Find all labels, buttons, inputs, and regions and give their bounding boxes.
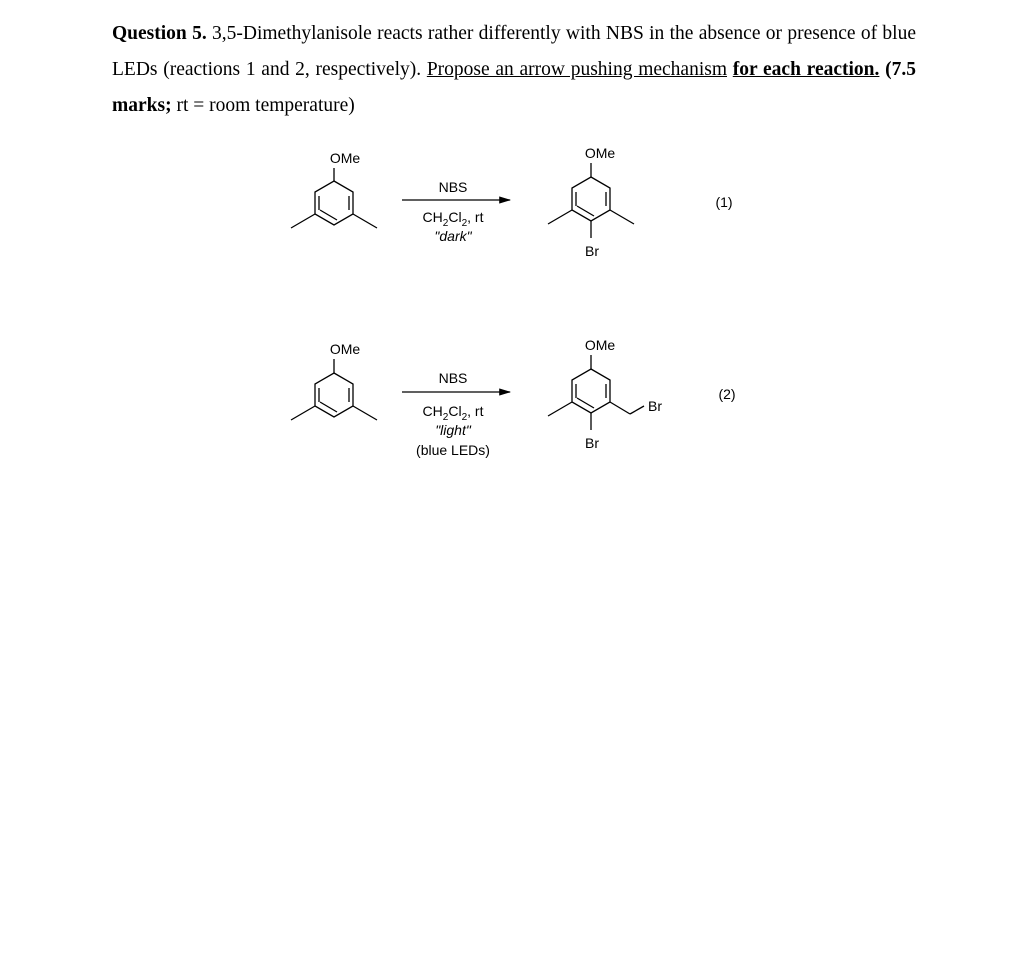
question-task: Propose an arrow pushing mechanism (426, 59, 728, 80)
question-intro: 3,5-Dimethylanisole reacts rather differently with NBS in the absence or presence of blue LEDs (reactions 1 and 2, respectively). (112, 23, 916, 80)
reaction-2-extra: (blue LEDs) (416, 442, 490, 458)
reaction-1-mode: "dark" (434, 228, 472, 244)
reaction-2-product (548, 337, 662, 451)
question-number: Question 5. (112, 23, 207, 44)
reaction-2-mode: "light" (435, 422, 471, 438)
reaction-1-solvent: $CH_2Cl_2$, rt (422, 209, 484, 229)
reaction-1-product (548, 145, 634, 259)
reaction-2-label: (2) (718, 386, 736, 402)
reaction-2-reagent: NBS (438, 370, 468, 386)
product-2-ome-label: OMe (584, 337, 616, 353)
reaction-1-reagent: NBS (438, 179, 468, 195)
question-task-emphasis: for each reaction. (732, 59, 880, 80)
reaction-2-reactant (291, 341, 377, 420)
reactant-2-ome-label: OMe (329, 341, 361, 357)
reaction-2-arrow (402, 370, 510, 458)
reaction-1-reactant (291, 150, 377, 228)
reaction-1-label: (1) (715, 194, 733, 210)
product-1-br-label: Br (585, 243, 599, 259)
product-1-ome-label: OMe (584, 145, 616, 161)
reaction-1-arrow (402, 179, 510, 244)
product-2-br-label: Br (585, 435, 599, 451)
reactant-1-ome-label: OMe (329, 150, 361, 166)
product-2-side-br-label: Br (648, 398, 662, 414)
question-marks: (7.5 marks; (112, 59, 917, 116)
question-note: rt = room temperature) (171, 95, 355, 116)
reaction-2-solvent: $CH_2Cl_2$, rt (422, 403, 484, 423)
